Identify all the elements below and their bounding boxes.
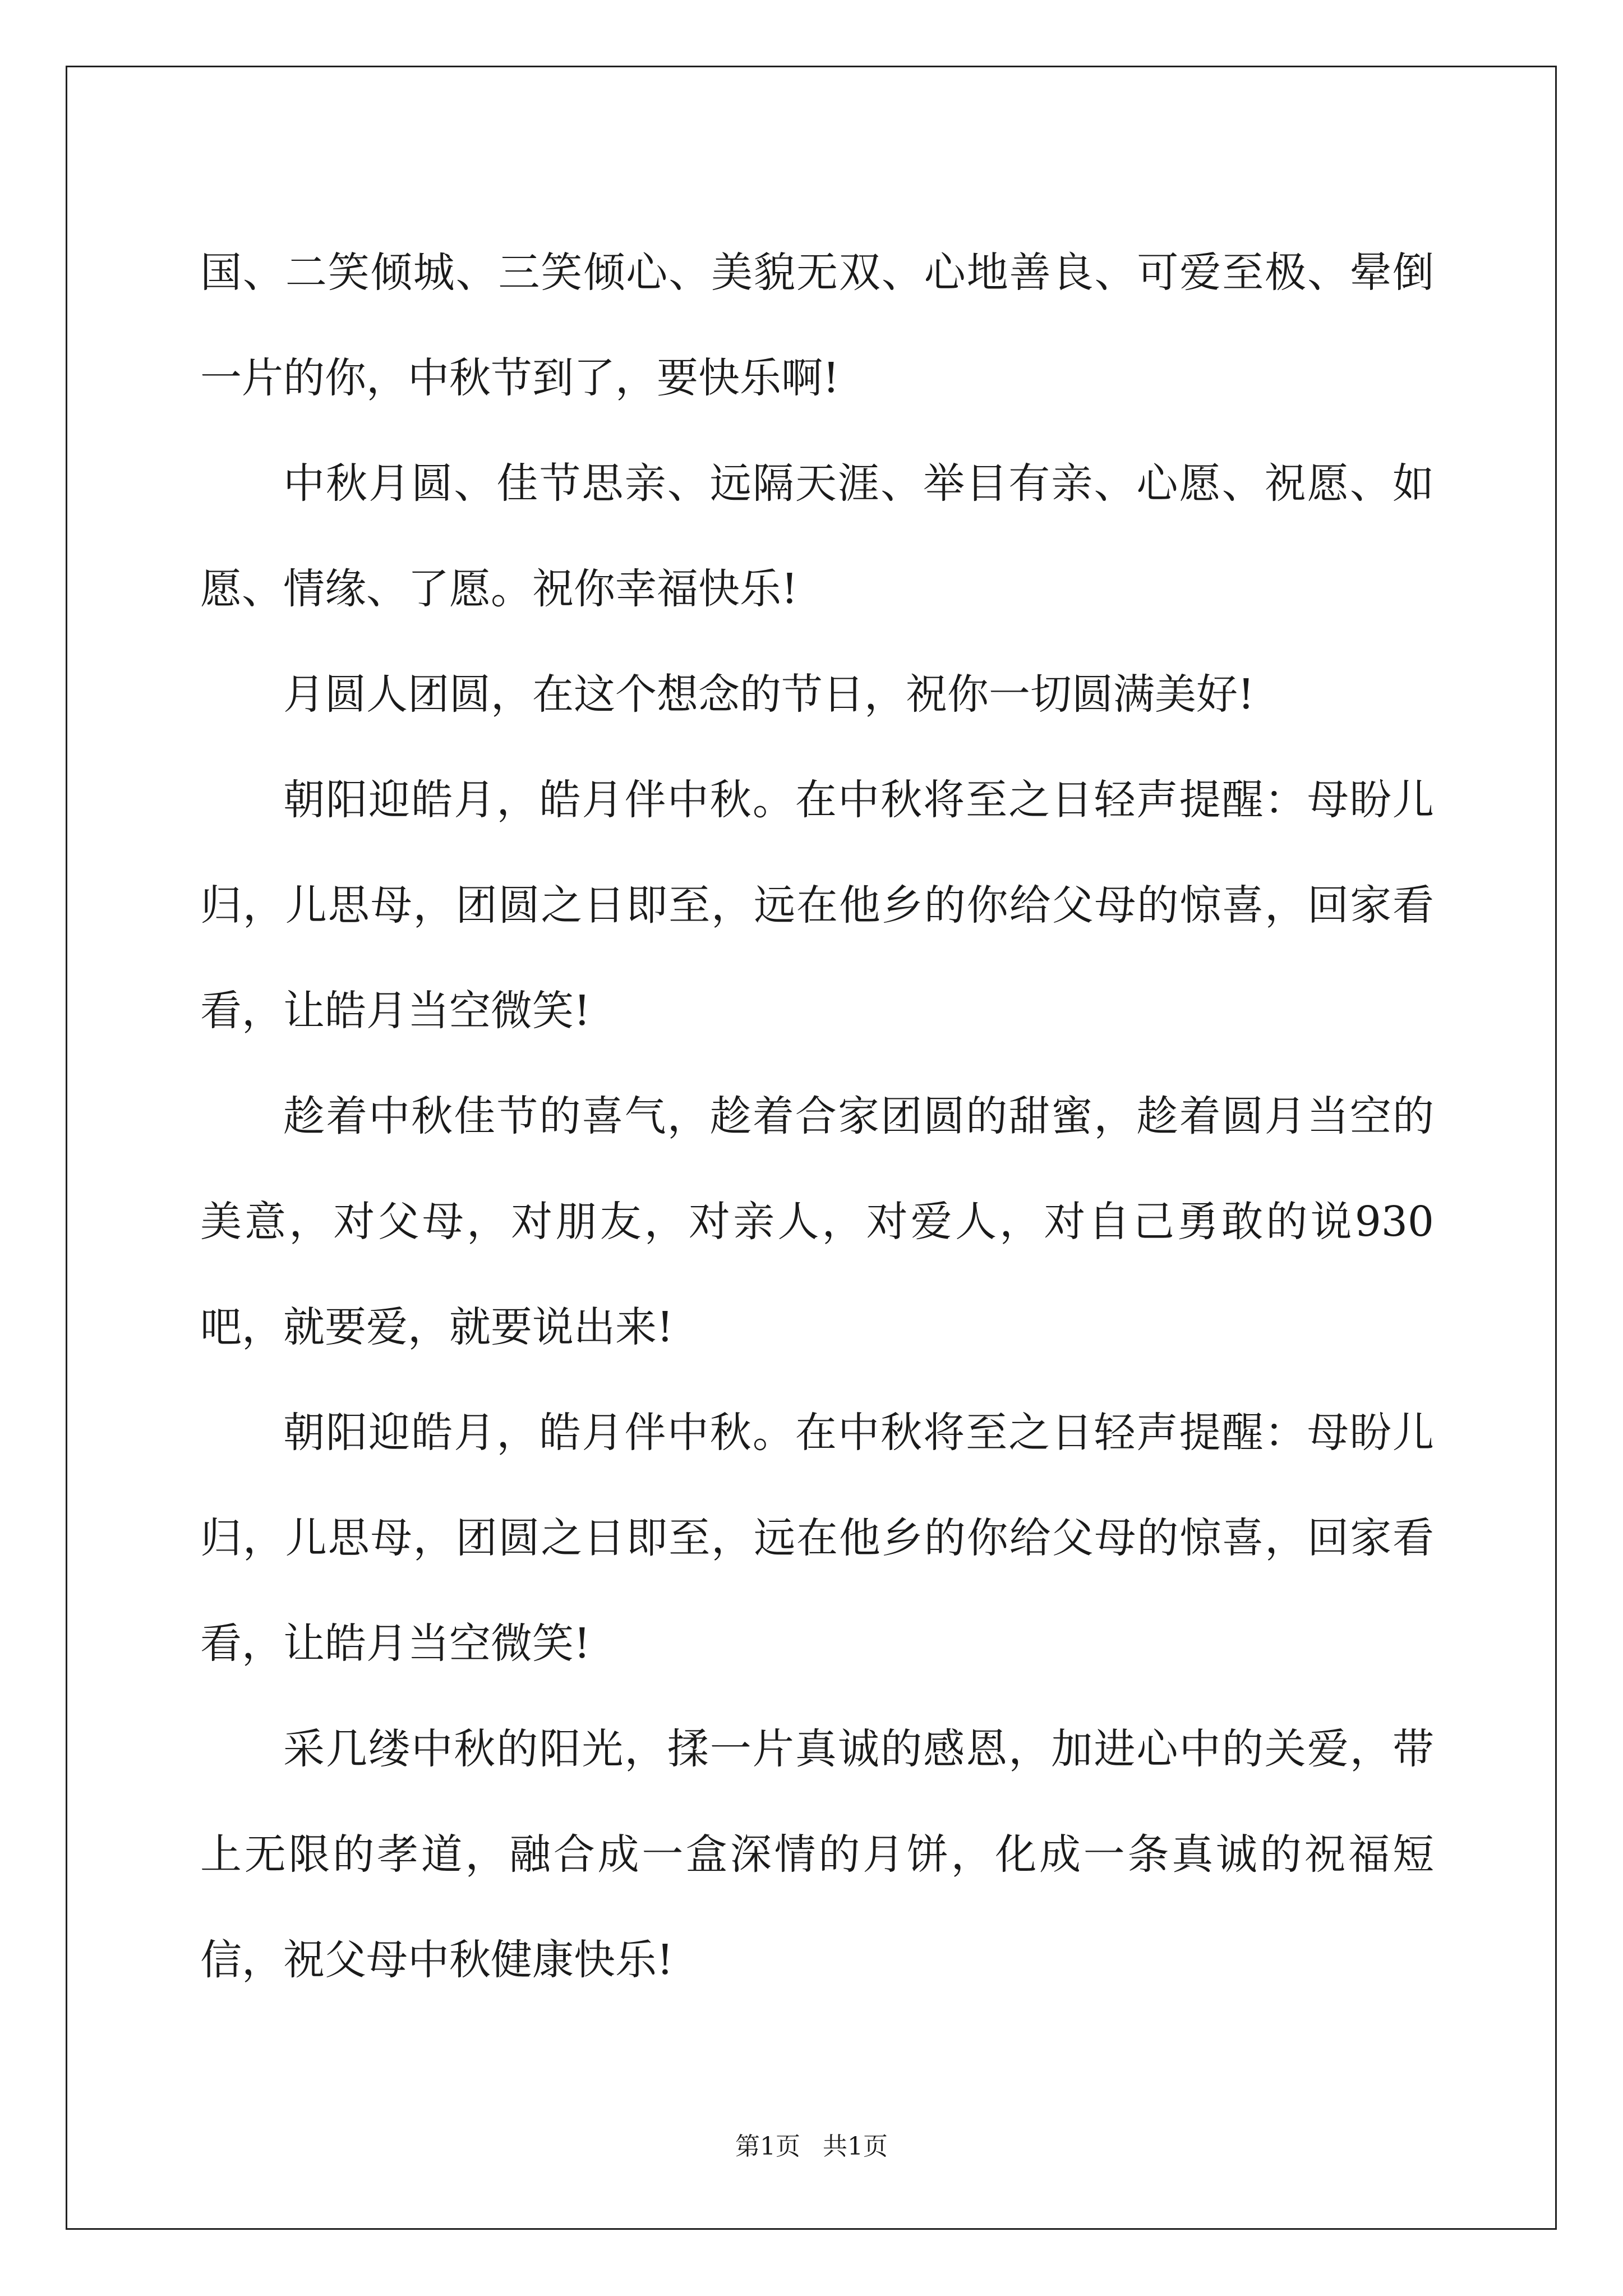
paragraph: 采几缕中秋的阳光，揉一片真诚的感恩，加进心中的关爱，带上无限的孝道，融合成一盒深情的月饼，化成一条真诚的祝福短信，祝父母中秋健康快乐! bbox=[200, 1725, 1434, 1984]
paragraph: 国、二笑倾城、三笑倾心、美貌无双、心地善良、可爱至极、晕倒一片的你，中秋节到了，要快乐啊! bbox=[200, 249, 1434, 402]
paragraph: 朝阳迎皓月，皓月伴中秋。在中秋将至之日轻声提醒：母盼儿归，儿思母，团圆之日即至，远在他乡的你给父母的惊喜，回家看看，让皓月当空微笑! bbox=[200, 776, 1434, 1035]
page-total: 共1页 bbox=[823, 2132, 888, 2161]
paragraph: 趁着中秋佳节的喜气，趁着合家团圆的甜蜜，趁着圆月当空的美意，对父母，对朋友，对亲人，对爱人，对自己勇敢的说930吧，就要爱，就要说出来! bbox=[200, 1092, 1434, 1351]
page-footer bbox=[0, 2126, 1623, 2162]
document-body bbox=[200, 220, 1434, 2013]
paragraph: 朝阳迎皓月，皓月伴中秋。在中秋将至之日轻声提醒：母盼儿归，儿思母，团圆之日即至，远在他乡的你给父母的惊喜，回家看看，让皓月当空微笑! bbox=[200, 1409, 1434, 1668]
paragraph: 中秋月圆、佳节思亲、远隔天涯、举目有亲、心愿、祝愿、如愿、情缘、了愿。祝你幸福快乐! bbox=[200, 459, 1434, 613]
paragraph: 月圆人团圆，在这个想念的节日，祝你一切圆满美好! bbox=[283, 670, 1255, 719]
page-number: 第1页 bbox=[735, 2132, 800, 2161]
